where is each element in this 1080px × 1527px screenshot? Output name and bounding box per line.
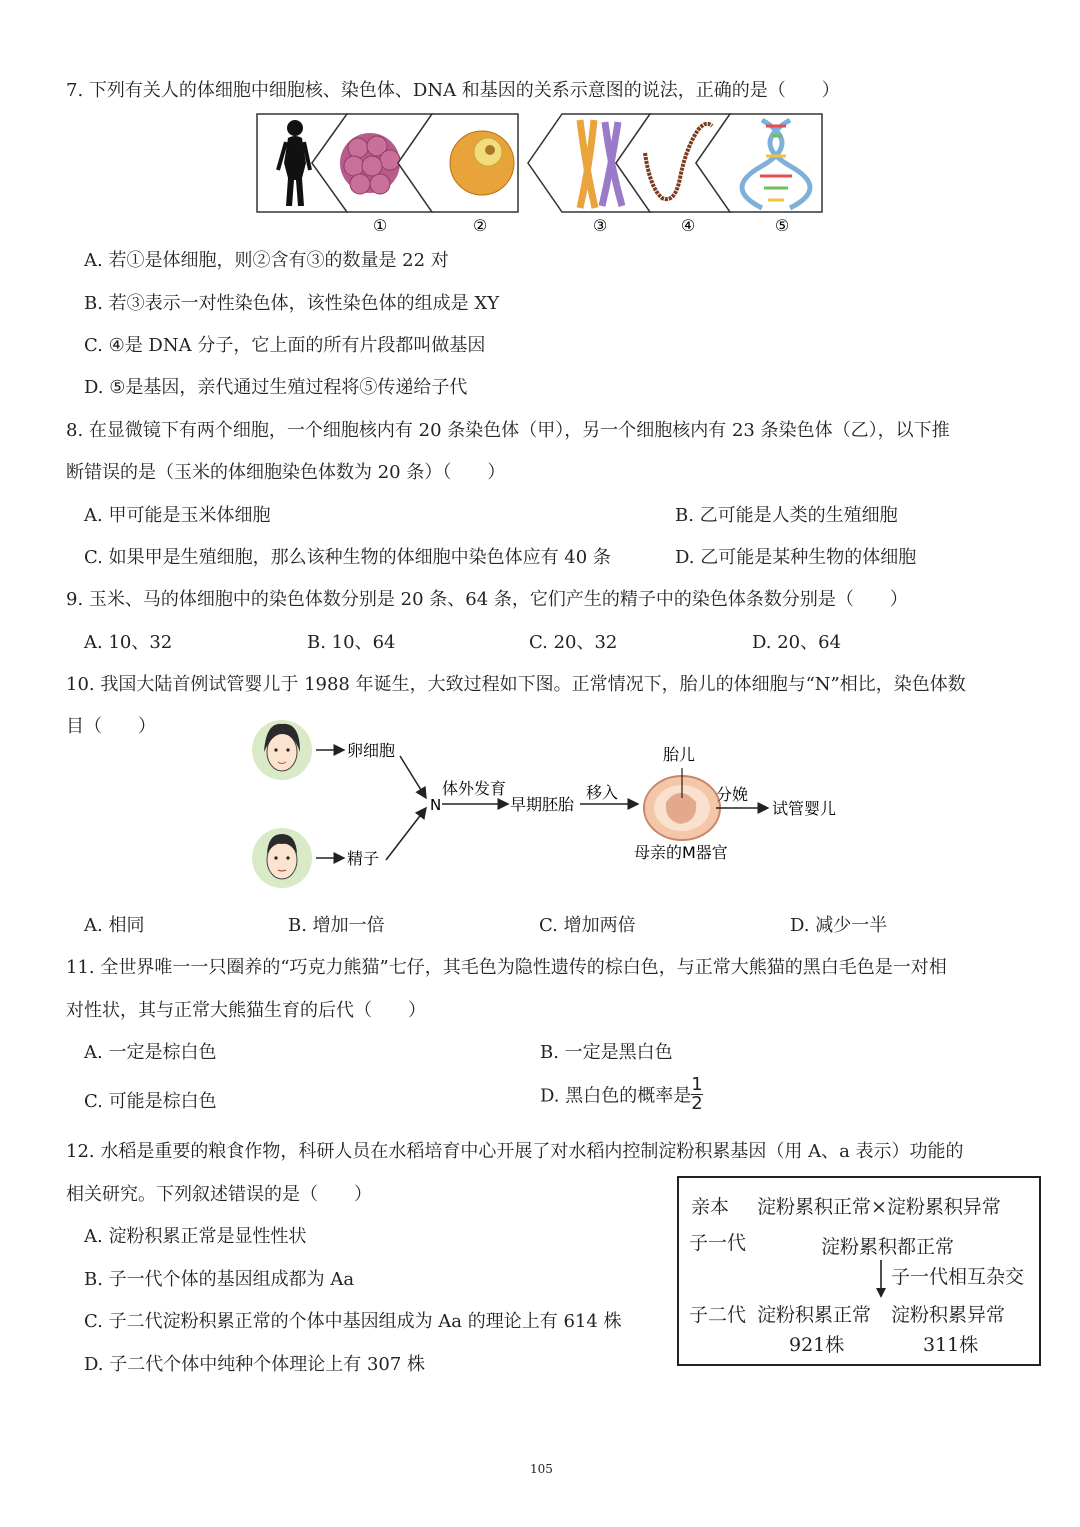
mother-face-icon [252, 720, 312, 780]
father-face-icon [252, 828, 312, 888]
uterus-icon [644, 768, 720, 840]
f2-normal-count: 921株 [789, 1334, 845, 1356]
q7-option-b: B. 若③表示一对性染色体，该性染色体的组成是 XY [84, 293, 500, 314]
q11-stem-line1: 11. 全世界唯一一只圈养的“巧克力熊猫”七仔，其毛色为隐性遗传的棕白色，与正常大熊猫的黑白毛色是一对相 [66, 957, 947, 978]
transfer-label: 移入 [586, 783, 619, 802]
q10-stem-line1: 10. 我国大陆首例试管婴儿于 1988 年诞生，大致过程如下图。正常情况下，胎儿的体细胞与“N”相比，染色体数 [66, 674, 966, 695]
parents-cross: 淀粉累积正常×淀粉累积异常 [757, 1196, 1001, 1218]
q9-stem: 9. 玉米、马的体细胞中的染色体数分别是 20 条、64 条，它们产生的精子中的染色体条数分别是（ ） [66, 589, 908, 610]
q8-option-b: B. 乙可能是人类的生殖细胞 [675, 505, 898, 526]
q11-stem-line2: 对性状，其与正常大熊猫生育的后代（ ） [66, 1000, 426, 1021]
q12-option-a: A. 淀粉积累正常是显性性状 [84, 1226, 307, 1247]
q12-option-c: C. 子二代淀粉积累正常的个体中基因组成为 Aa 的理论上有 614 株 [84, 1311, 622, 1332]
q10-stem-line2: 目（ ） [66, 716, 156, 737]
q11-option-c: C. 可能是棕白色 [84, 1091, 217, 1112]
q10-option-b: B. 增加一倍 [288, 915, 385, 936]
organ-label: 母亲的M器官 [634, 843, 728, 862]
q7-figure [250, 108, 830, 238]
q12-stem-line1: 12. 水稻是重要的粮食作物，科研人员在水稻培育中心开展了对水稻内控制淀粉积累基因（用 A、a 表示）功能的 [66, 1141, 964, 1162]
one-half-fraction [691, 1076, 702, 1113]
q11-option-d-text: D. 黑白色的概率是 [540, 1085, 692, 1107]
baby-label: 试管婴儿 [772, 799, 837, 818]
down-arrow-icon [875, 1260, 887, 1300]
q7-option-c: C. ④是 DNA 分子，它上面的所有片段都叫做基因 [84, 335, 486, 356]
q8-option-d: D. 乙可能是某种生物的体细胞 [675, 547, 917, 568]
fraction-denominator: 2 [691, 1093, 703, 1114]
q11-option-b: B. 一定是黑白色 [540, 1042, 673, 1063]
q7-label-1: ① [372, 216, 388, 235]
q9-option-a: A. 10、32 [84, 632, 173, 653]
q10-ivf-diagram [250, 712, 870, 897]
f1-phenotype: 淀粉累积都正常 [821, 1236, 955, 1258]
q7-option-a: A. 若①是体细胞，则②含有③的数量是 22 对 [84, 250, 449, 271]
q11-option-d [540, 1076, 703, 1113]
n-label: N [430, 796, 442, 814]
page-number: 105 [530, 1462, 553, 1476]
q7-stem: 7. 下列有关人的体细胞中细胞核、染色体、DNA 和基因的关系示意图的说法，正确的是（ ） [66, 80, 840, 101]
f2-label: 子二代 [689, 1304, 747, 1326]
q7-label-5: ⑤ [774, 216, 790, 235]
ivf-label: 体外发育 [442, 779, 507, 798]
q7-label-4: ④ [680, 216, 696, 235]
f2-normal: 淀粉积累正常 [757, 1304, 872, 1326]
q10-option-a: A. 相同 [84, 915, 145, 936]
q12-cross-diagram [677, 1176, 1041, 1366]
q12-option-b: B. 子一代个体的基因组成都为 Aa [84, 1269, 355, 1290]
q7-label-2: ② [472, 216, 488, 235]
fetus-label: 胎儿 [663, 745, 696, 764]
q10-option-d: D. 减少一半 [790, 915, 888, 936]
q10-option-c: C. 增加两倍 [539, 915, 636, 936]
f1-label: 子一代 [689, 1232, 747, 1254]
sperm-label: 精子 [347, 849, 380, 868]
egg-label: 卵细胞 [347, 741, 396, 760]
q11-option-a: A. 一定是棕白色 [84, 1042, 217, 1063]
q9-option-b: B. 10、64 [307, 632, 396, 653]
q8-option-a: A. 甲可能是玉米体细胞 [84, 505, 271, 526]
q9-option-d: D. 20、64 [752, 632, 842, 653]
embryo-label: 早期胚胎 [510, 795, 575, 814]
f2-abnormal-count: 311株 [923, 1334, 979, 1356]
q9-option-c: C. 20、32 [529, 632, 618, 653]
birth-label: 分娩 [716, 785, 749, 804]
fraction-numerator: 1 [691, 1074, 703, 1095]
parents-label: 亲本 [691, 1196, 730, 1218]
q8-option-c: C. 如果甲是生殖细胞，那么该种生物的体细胞中染色体应有 40 条 [84, 547, 611, 568]
q8-stem-line2: 断错误的是（玉米的体细胞染色体数为 20 条）（ ） [66, 462, 506, 483]
q7-label-3: ③ [592, 216, 608, 235]
f2-abnormal: 淀粉积累异常 [891, 1304, 1006, 1326]
f1-intercross: 子一代相互杂交 [891, 1266, 1025, 1288]
q12-option-d: D. 子二代个体中纯种个体理论上有 307 株 [84, 1354, 426, 1375]
q8-stem-line1: 8. 在显微镜下有两个细胞，一个细胞核内有 20 条染色体（甲），另一个细胞核内有 23 条染色体（乙），以下推 [66, 420, 950, 441]
q12-stem-line2: 相关研究。下列叙述错误的是（ ） [66, 1184, 372, 1205]
q7-option-d: D. ⑤是基因，亲代通过生殖过程将⑤传递给子代 [84, 377, 468, 398]
